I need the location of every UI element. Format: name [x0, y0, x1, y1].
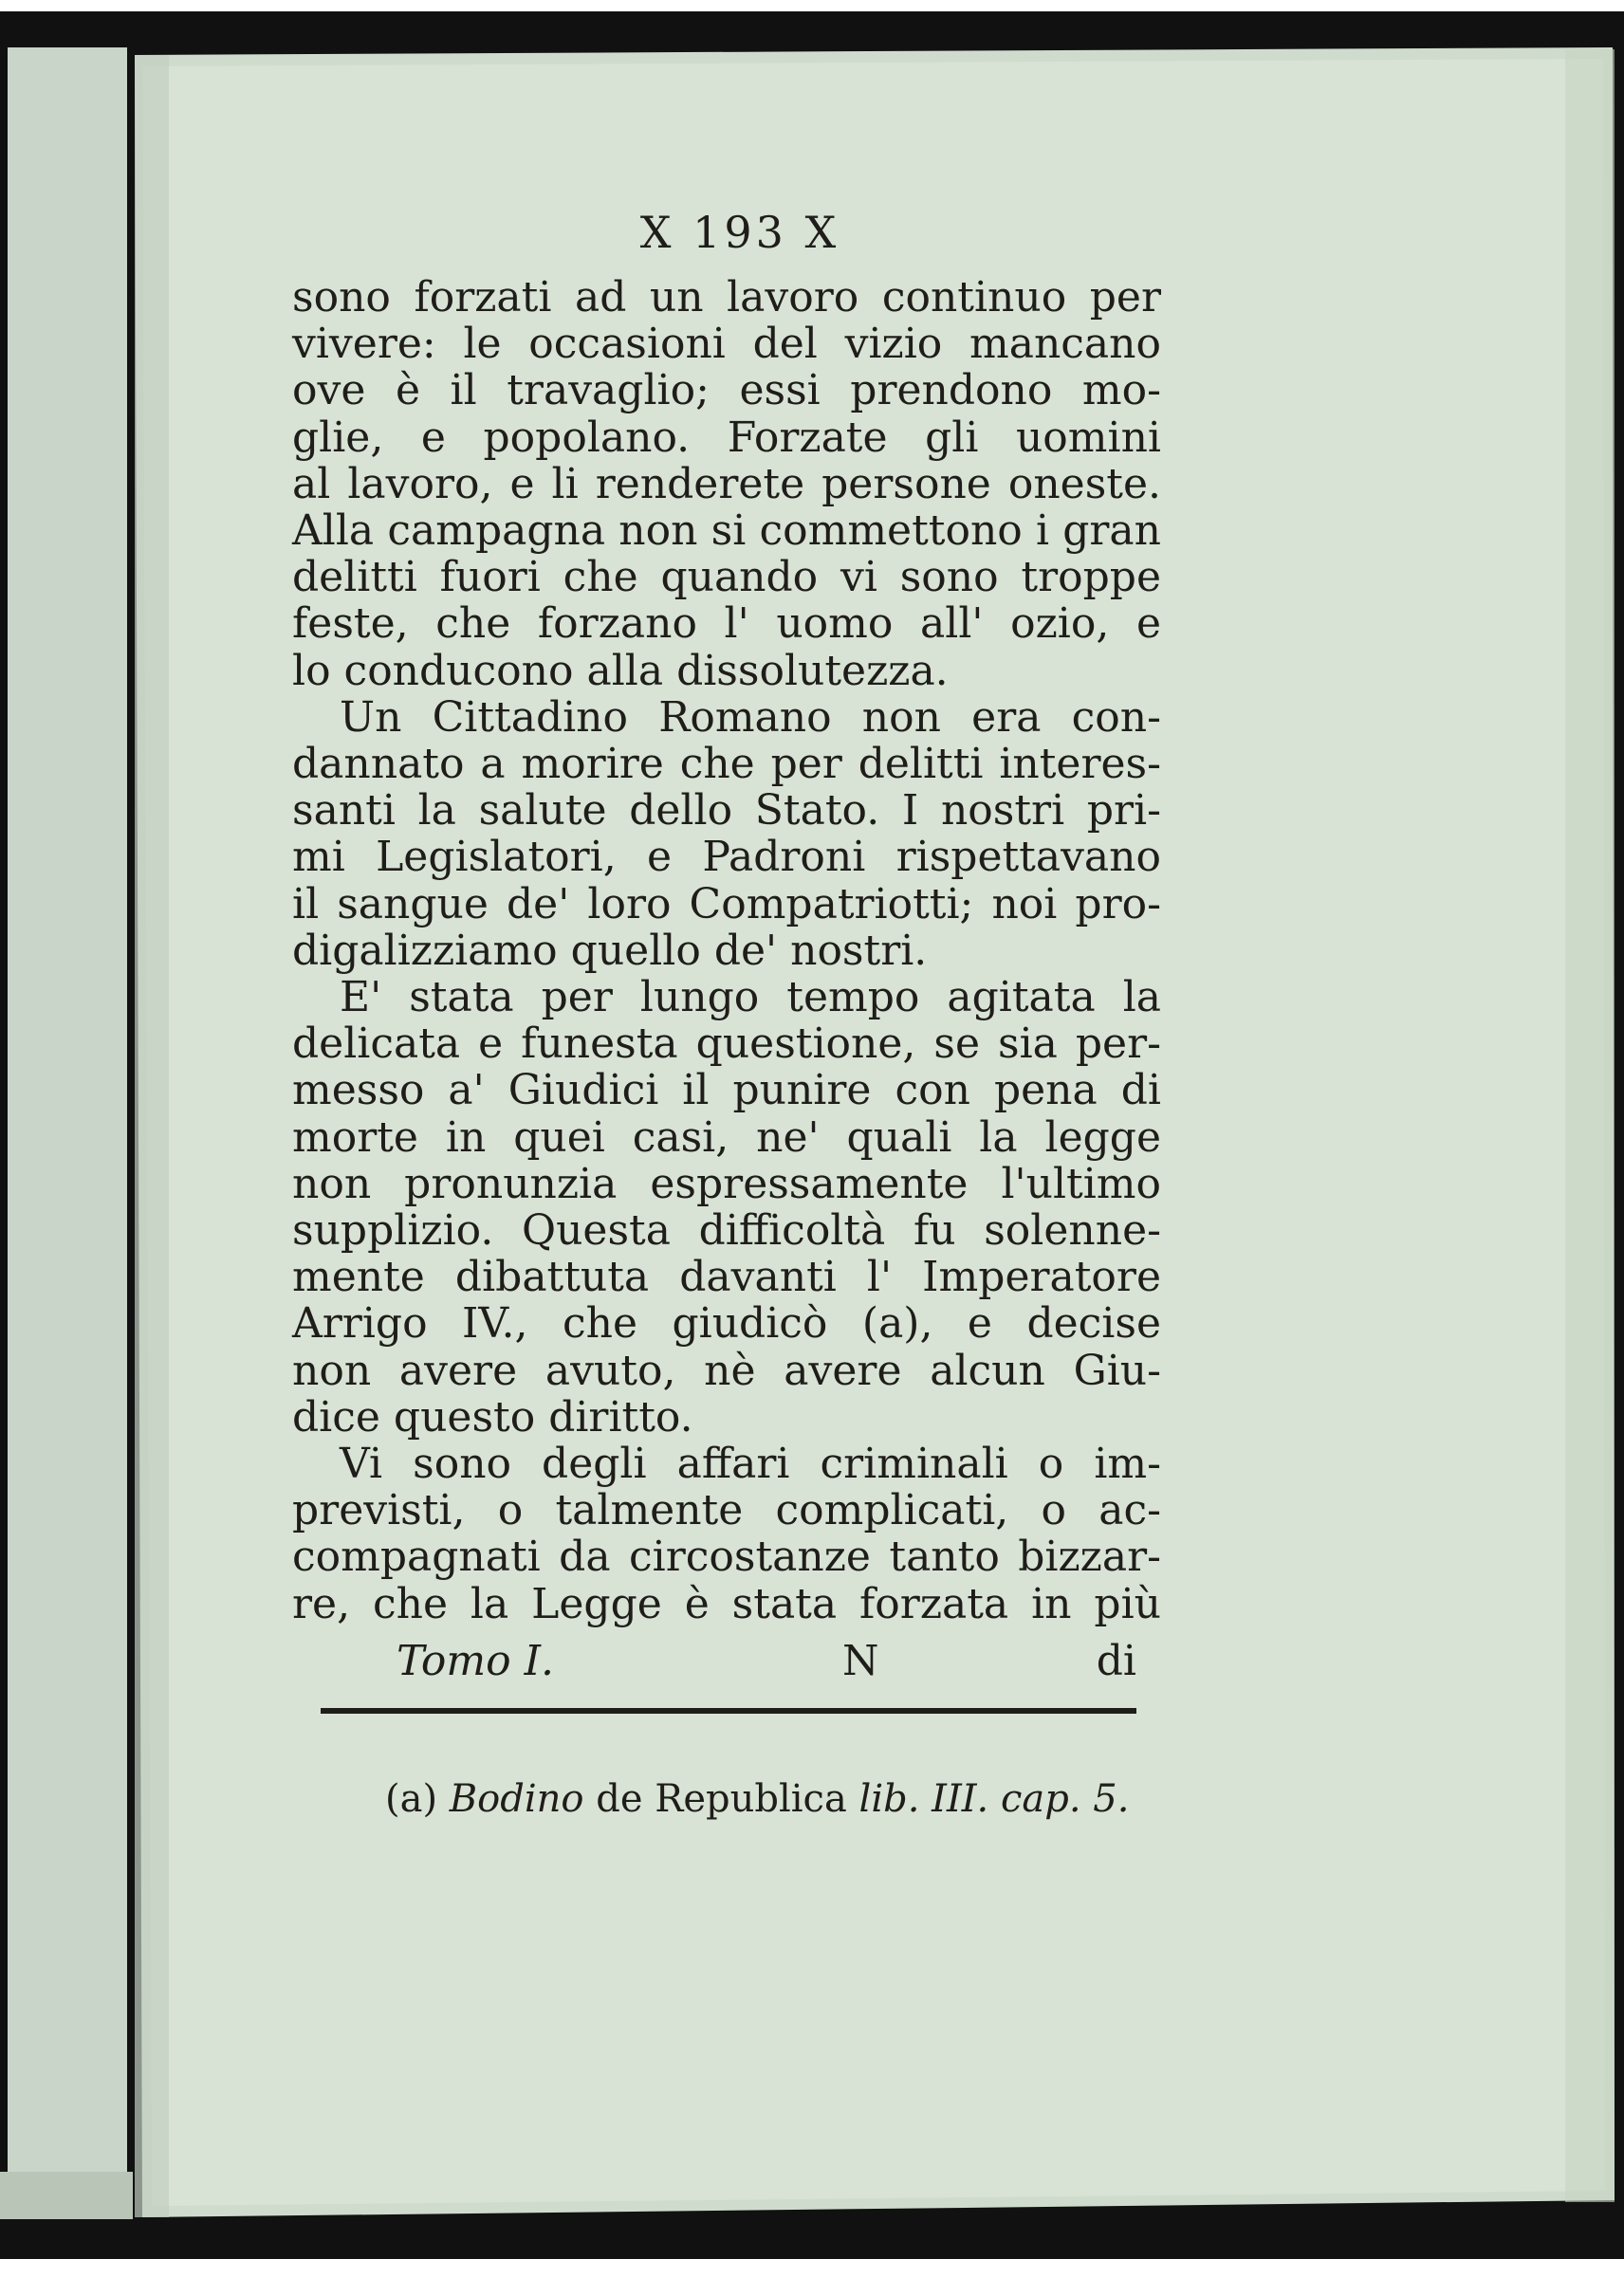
footnote-author: Bodino — [449, 1777, 584, 1821]
text-line: al lavoro, e li renderete persone oneste. — [292, 460, 1161, 508]
text-line: santi la salute dello Stato. I nostri pri- — [292, 786, 1161, 835]
text-line: feste, che forzano l' uomo all' ozio, e — [292, 599, 1161, 648]
text-line: E' stata per lungo tempo agitata la — [340, 973, 1161, 1021]
footnote-text: de Republica — [596, 1777, 847, 1821]
text-line: mente dibattuta davanti l' Imperatore — [292, 1253, 1161, 1301]
text-line: glie, e popolano. Forzate gli uomini — [292, 413, 1161, 462]
text-line: Un Cittadino Romano non era con- — [340, 693, 1161, 742]
text-line: Arrigo IV., che giudicò (a), e decise — [292, 1299, 1161, 1348]
text-line: morte in quei casi, ne' quali la legge — [292, 1113, 1161, 1162]
text-line: dannato a morire che per delitti interes- — [292, 740, 1161, 788]
text-line: messo a' Giudici il punire con pena di — [292, 1066, 1161, 1114]
text-line: supplizio. Questa difficoltà fu solenne- — [292, 1206, 1161, 1255]
text-line: delitti fuori che quando vi sono troppe — [292, 553, 1161, 601]
text-line: delicata e funesta questione, se sia per- — [292, 1019, 1161, 1068]
footnote-reference: lib. III. cap. 5. — [858, 1777, 1130, 1821]
text-line: Alla campagna non si commettono i gran — [292, 506, 1161, 555]
text-line: re, che la Legge è stata forzata in più — [292, 1580, 1161, 1628]
footnote — [385, 1777, 1144, 1821]
text-line: previsti, o talmente complicati, o ac- — [292, 1486, 1161, 1534]
page-header: X 193 X — [639, 207, 840, 258]
volume-label: Tomo I. — [397, 1637, 554, 1685]
signature-mark: N — [842, 1637, 879, 1685]
text-line: il sangue de' loro Compatriotti; noi pro- — [292, 880, 1161, 928]
text-line: non avere avuto, nè avere alcun Giu- — [292, 1347, 1161, 1395]
text-line: Vi sono degli affari criminali o im- — [340, 1440, 1161, 1488]
footnote-mark: (a) — [385, 1777, 438, 1821]
text-line: lo conducono alla dissolutezza. — [292, 647, 949, 695]
text-line: compagnati da circostanze tanto bizzar- — [292, 1533, 1161, 1581]
text-line: dice questo diritto. — [292, 1393, 693, 1442]
text-line: mi Legislatori, e Padroni rispettavano — [292, 833, 1161, 881]
footnote-rule — [321, 1708, 1136, 1714]
text-line: vivere: le occasioni del vizio mancano — [292, 320, 1161, 368]
text-line: ove è il travaglio; essi prendono mo- — [292, 366, 1161, 414]
text-line: digalizziamo quello de' nostri. — [292, 927, 928, 975]
text-line: sono forzati ad un lavoro continuo per — [292, 273, 1161, 321]
text-line: non pronunzia espressamente l'ultimo — [292, 1160, 1161, 1208]
catchword: di — [1096, 1637, 1136, 1685]
